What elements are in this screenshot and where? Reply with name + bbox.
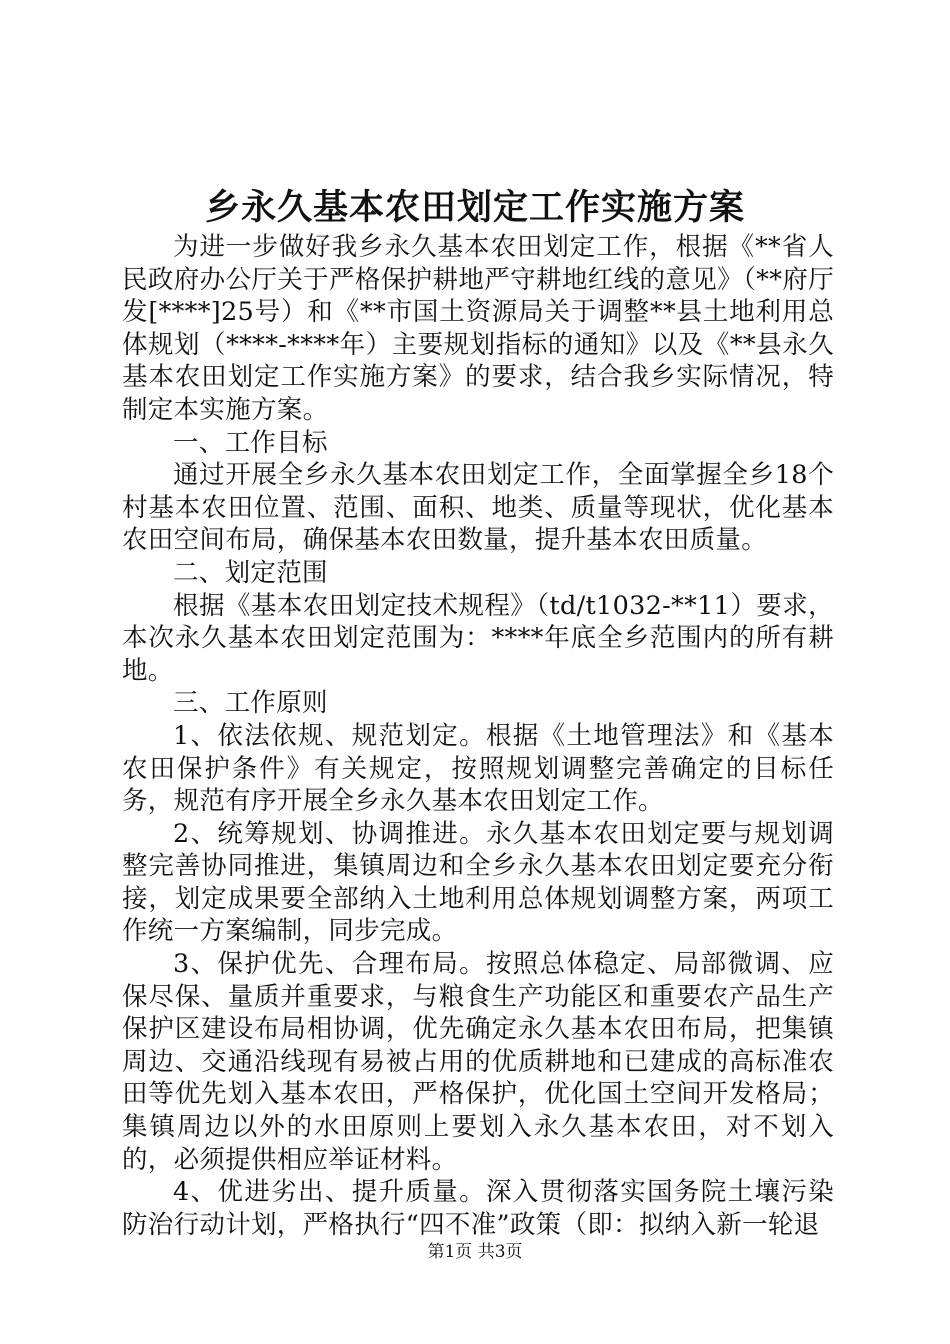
paragraph-principle-3: 3、保护优先、合理布局。按照总体稳定、局部微调、应保尽保、量质并重要求，与粮食生产功能区和重要农产品生产保护区建设布局相协调，优先确定永久基本农田布局，把集镇周边、交通沿线现有易被占用的优质耕地和已建成的高标准农田等优先划入基本农田，严格保护，优化国土空间开发格局；集镇周边以外的水田原则上要划入永久基本农田，对不划入的，必须提供相应举证材料。: [122, 949, 834, 1175]
paragraph-goals: 通过开展全乡永久基本农田划定工作，全面掌握全乡18个村基本农田位置、范围、面积、地类、质量等现状，优化基本农田空间布局，确保基本农田数量，提升基本农田质量。: [122, 460, 834, 556]
section-heading-goals: 一、工作目标: [173, 427, 328, 458]
section-heading-principles: 三、工作原则: [173, 688, 328, 719]
section-heading-scope: 二、划定范围: [173, 557, 328, 588]
page-footer: 第1页 共3页: [427, 1242, 523, 1262]
document-title: 乡永久基本农田划定工作实施方案: [204, 188, 745, 228]
paragraph-principle-2: 2、统筹规划、协调推进。永久基本农田划定要与规划调整完善协同推进，集镇周边和全乡永久基本农田划定要充分衔接，划定成果要全部纳入土地利用总体规划调整方案，两项工作统一方案编制，同步完成。: [122, 818, 834, 947]
paragraph-intro: 为进一步做好我乡永久基本农田划定工作，根据《**省人民政府办公厅关于严格保护耕地严守耕地红线的意见》（**府厅发[****]25号）和《**市国土资源局关于调整**县土地利用总体规划（****-****年）主要规划指标的通知》以及《**县永久基本农田划定工作实施方案》的要求，结合我乡实际情况，特制定本实施方案。: [122, 232, 834, 425]
paragraph-scope: 根据《基本农田划定技术规程》（td/t1032-**11）要求，本次永久基本农田划定范围为：****年底全乡范围内的所有耕地。: [122, 590, 834, 686]
paragraph-principle-1: 1、依法依规、规范划定。根据《土地管理法》和《基本农田保护条件》有关规定，按照规划调整完善确定的目标任务，规范有序开展全乡永久基本农田划定工作。: [122, 720, 834, 817]
document-body: [122, 231, 834, 1241]
paragraph-principle-4: 4、优进劣出、提升质量。深入贯彻落实国务院土壤污染防治行动计划，严格执行“四不准”政策（即：拟纳入新一轮退: [122, 1177, 834, 1240]
